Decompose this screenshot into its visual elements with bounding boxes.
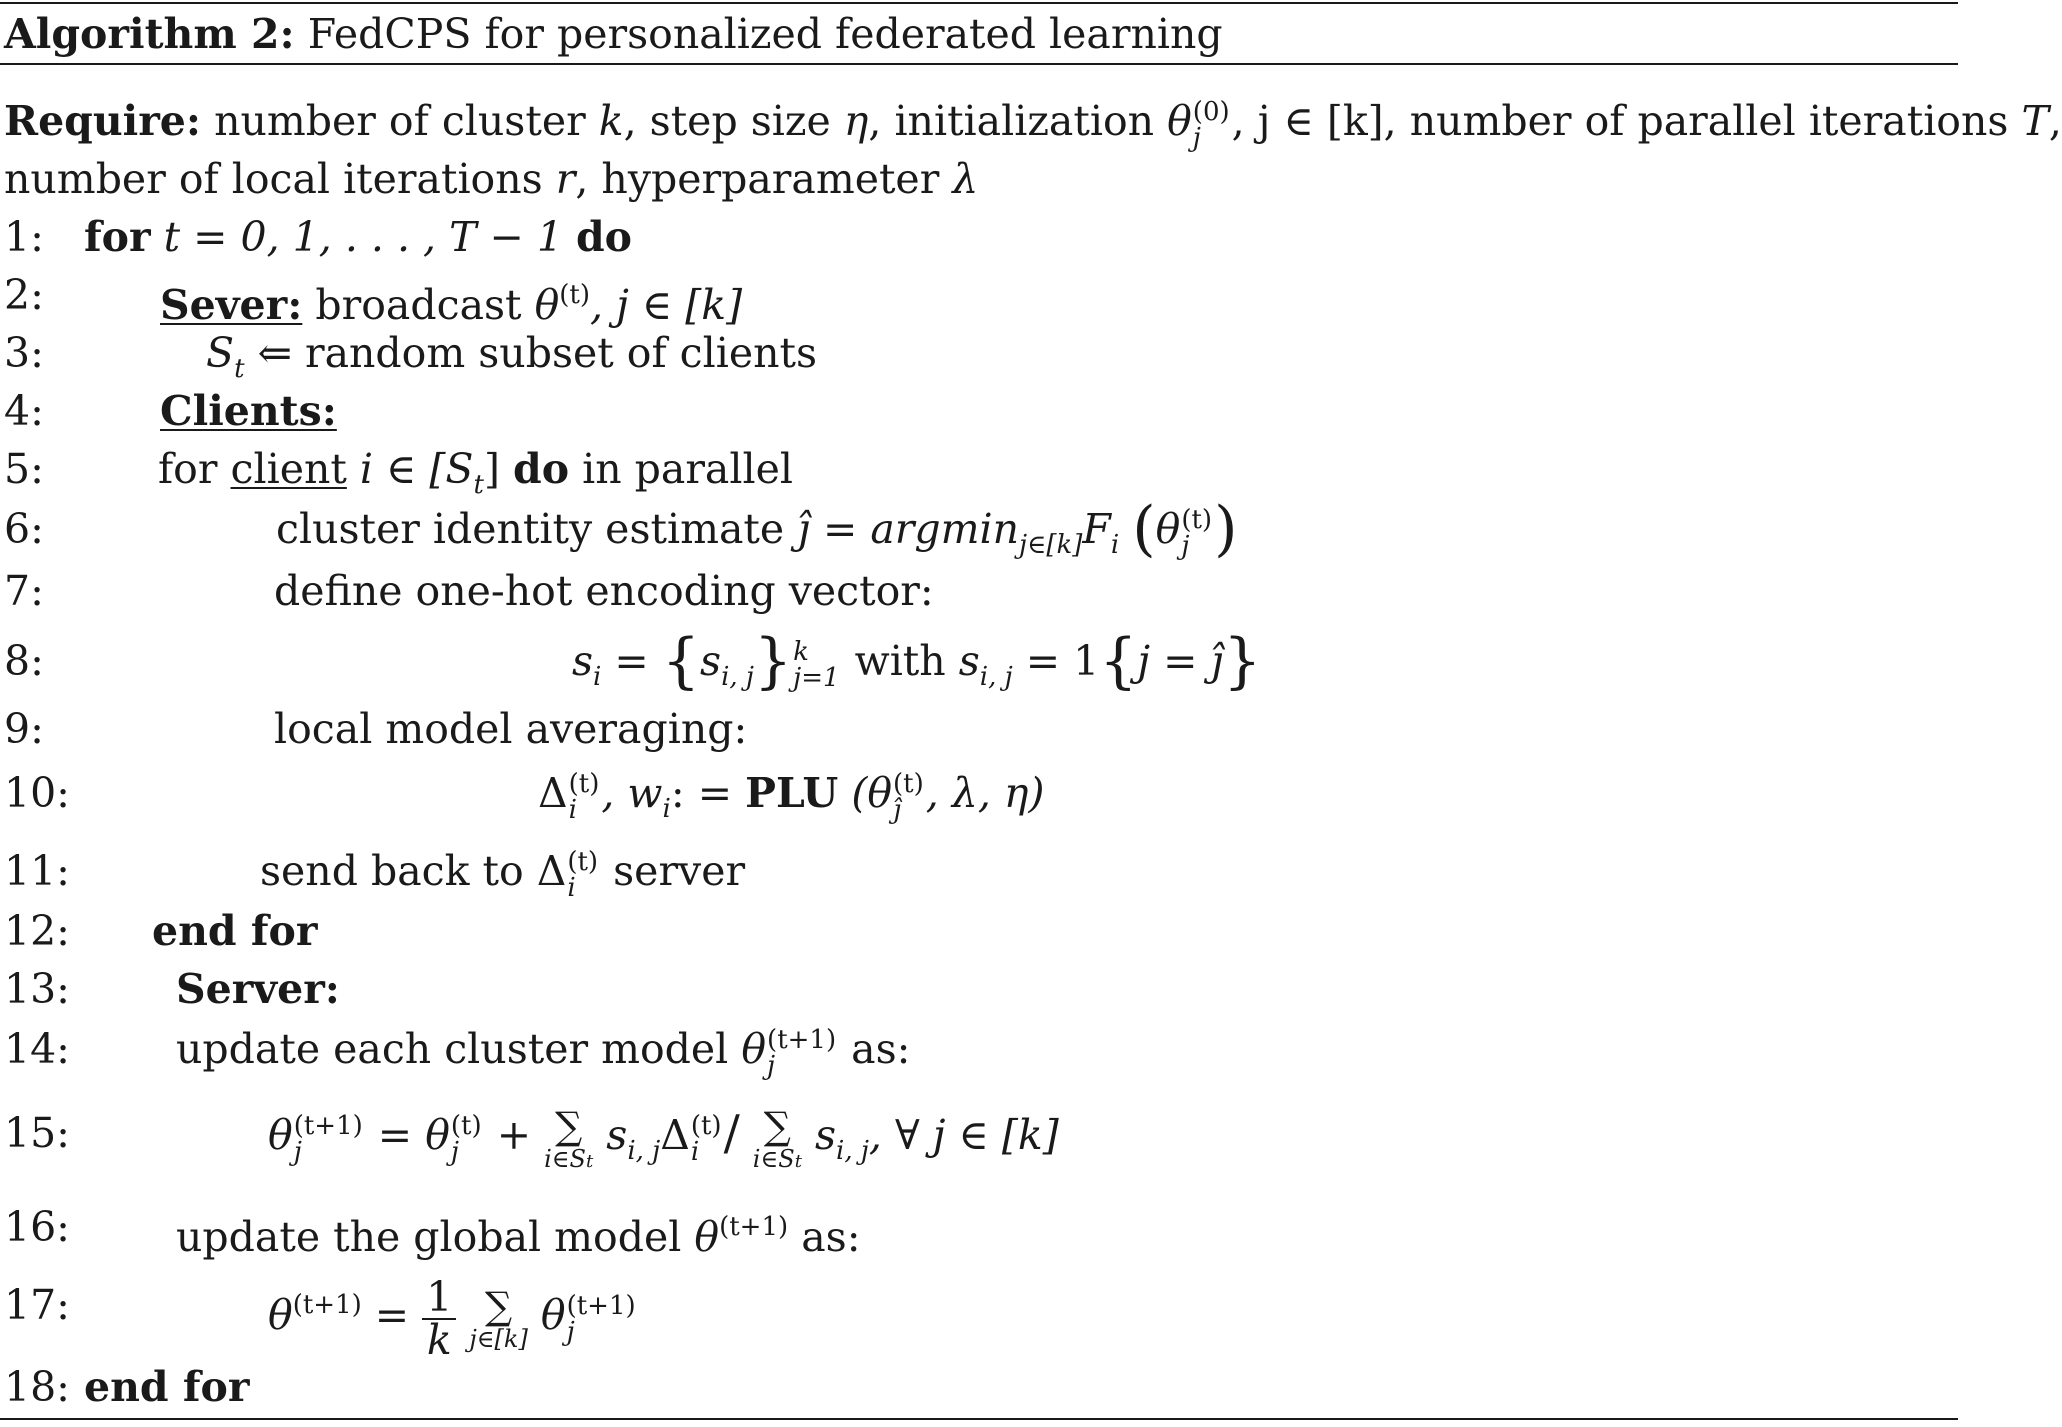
plu-function: PLU <box>745 769 839 817</box>
paren-close: ) <box>1214 494 1238 564</box>
bracket: ] <box>483 445 500 493</box>
var-theta: θ <box>1167 97 1192 145</box>
line-body <box>176 1020 910 1079</box>
superscript: (t+1) <box>719 1212 789 1242</box>
line-body <box>176 1198 861 1266</box>
loop-expr: i ∈ [S <box>359 445 474 493</box>
condition: j = ĵ <box>1137 637 1224 685</box>
line-body <box>268 1104 1059 1180</box>
var-F: F <box>1082 505 1111 553</box>
algorithm-line-2 <box>0 266 1958 329</box>
keyword: end for <box>84 1363 250 1411</box>
algorithm-caption <box>4 6 1223 62</box>
theta-scripts: (t+1) j <box>293 1110 363 1167</box>
theta-scripts: (t+1) j <box>566 1290 636 1347</box>
delta-scripts: (t) i <box>568 768 600 825</box>
theta-scripts: (t) ĵ <box>893 768 924 825</box>
line-number: 4: <box>4 387 44 435</box>
subscript: i <box>593 662 602 692</box>
set-scripts: k j=1 <box>793 636 840 693</box>
line-body <box>160 382 337 440</box>
line-body <box>176 960 340 1018</box>
var-s: s <box>572 637 594 685</box>
line-number: 14: <box>4 1025 70 1073</box>
line-text: as: <box>801 1213 861 1261</box>
operator: : = <box>670 769 733 817</box>
line-body <box>152 902 317 960</box>
line-body: local model averaging: <box>274 705 748 753</box>
quantifier: , ∀ j ∈ [k] <box>868 1111 1059 1159</box>
line-text: with <box>854 637 946 685</box>
var-k: k <box>598 97 624 145</box>
var-theta: θ <box>694 1213 720 1261</box>
algorithm-line-5 <box>0 440 1958 498</box>
var-theta: θ <box>268 1111 293 1159</box>
loop-range: t = 0, 1, . . . , T − 1 <box>163 213 563 261</box>
bottom-rule <box>0 1418 1958 1420</box>
var-theta: θ <box>540 1291 566 1339</box>
line-body: define one-hot encoding vector: <box>274 567 934 615</box>
var-theta: θ <box>741 1025 767 1073</box>
require-text: , j ∈ [k], number of parallel iterations <box>1231 97 2009 145</box>
line-body <box>84 208 632 266</box>
algorithm-line-6 <box>0 494 1958 564</box>
line-body <box>84 1358 249 1416</box>
var-theta: (θ <box>851 769 893 817</box>
operator: = <box>614 637 649 685</box>
line-number: 3: <box>4 329 44 377</box>
brace-open: { <box>1099 626 1138 696</box>
var-lambda: λ <box>952 155 979 203</box>
keyword: do <box>513 445 570 493</box>
subscript: i, j <box>979 662 1013 692</box>
operator: = <box>374 1291 410 1339</box>
var-eta: η <box>843 97 869 145</box>
line-number: 10: <box>4 769 70 817</box>
operator: = <box>377 1111 413 1159</box>
line-number: 2: <box>4 271 44 319</box>
header-rule <box>0 63 1958 65</box>
sum-operator: ∑ i∈St <box>752 1103 802 1173</box>
line-text: for <box>158 445 218 493</box>
algorithm-line-7 <box>0 562 1958 620</box>
brace-open: { <box>661 626 701 696</box>
top-rule <box>0 2 1958 4</box>
brace-close: } <box>753 626 793 696</box>
theta-scripts: (0) j <box>1192 96 1230 153</box>
line-text: ⇐ random subset of clients <box>257 329 818 377</box>
subscript: i <box>1110 530 1120 560</box>
algorithm-line-18 <box>0 1358 1958 1416</box>
fraction: $\frac{1}{k}$ <box>422 1277 456 1361</box>
var-theta: θ <box>1155 505 1181 553</box>
line-number: 1: <box>4 213 44 261</box>
var-s: s <box>958 637 980 685</box>
require-text: number of local iterations <box>4 155 543 203</box>
line-number: 15: <box>4 1109 70 1157</box>
line-body <box>538 764 1044 838</box>
algorithm-line-8 <box>0 626 1958 696</box>
var-delta: Δ <box>660 1111 690 1159</box>
algorithm-label: Algorithm 2: <box>4 10 295 58</box>
line-number: 6: <box>4 505 44 553</box>
require-label: Require: <box>4 97 202 145</box>
line-text: broadcast <box>315 281 522 329</box>
algorithm-line-14 <box>0 1020 1958 1081</box>
var-s: s <box>814 1111 837 1159</box>
line-number: 12: <box>4 907 70 955</box>
client-word: client <box>230 445 347 493</box>
line-text: send back to <box>260 847 524 895</box>
line-number: 7: <box>4 567 44 615</box>
line-text: server <box>613 847 746 895</box>
line-number: 5: <box>4 445 44 493</box>
require-text: , initialization <box>868 97 1155 145</box>
var-s: s <box>606 1111 628 1159</box>
line-text: update the global model <box>176 1213 682 1261</box>
algorithm-line-3 <box>0 324 1958 382</box>
subscript: i <box>662 794 671 824</box>
sum-operator: ∑ j∈[k] <box>469 1283 528 1353</box>
line-text: update each cluster model <box>176 1025 729 1073</box>
var-s: s <box>700 637 722 685</box>
line-number: 13: <box>4 965 70 1013</box>
algorithm-line-10 <box>0 764 1958 825</box>
operator: + <box>496 1111 532 1159</box>
algorithm-line-12 <box>0 902 1958 960</box>
delta-scripts: (t) i <box>567 846 599 903</box>
section-label: Clients: <box>160 387 337 435</box>
line-number: 18: <box>4 1363 70 1411</box>
brace-close: } <box>1223 626 1262 696</box>
line-body <box>260 842 745 901</box>
argmin: argmin <box>870 505 1020 553</box>
line-body <box>572 626 1262 706</box>
algorithm-line-9 <box>0 700 1958 758</box>
subscript: t <box>234 354 245 384</box>
var-theta: θ <box>268 1291 293 1339</box>
subscript: i, j <box>836 1136 869 1166</box>
section-label: Server: <box>176 965 340 1013</box>
paren-open: ( <box>1132 494 1156 564</box>
line-number: 9: <box>4 705 44 753</box>
require-text: , <box>2048 97 2062 145</box>
require-line-2 <box>4 150 1944 208</box>
line-number: 8: <box>4 637 44 685</box>
algorithm-line-15 <box>0 1104 1958 1174</box>
algorithm-line-4 <box>0 382 1958 440</box>
algorithm-line-13 <box>0 960 1958 1018</box>
line-number: 11: <box>4 847 70 895</box>
theta-scripts: (t) j <box>450 1110 482 1167</box>
require-text: number of cluster <box>214 97 586 145</box>
line-text: as: <box>851 1025 911 1073</box>
section-label: Sever: <box>160 281 303 329</box>
var-theta: θ <box>534 281 560 329</box>
var-delta: Δ <box>538 769 568 817</box>
line-body <box>268 1272 638 1364</box>
operator: / <box>723 1105 740 1161</box>
subscript: j∈[k] <box>1019 530 1083 560</box>
subscript: i, j <box>627 1136 661 1166</box>
keyword: for <box>84 213 151 261</box>
require-text: , hyperparameter <box>575 155 940 203</box>
var-T: T <box>2021 97 2049 145</box>
subscript: t <box>473 470 484 500</box>
var-theta: θ <box>425 1111 450 1159</box>
superscript: (t+1) <box>292 1290 362 1320</box>
algorithm-line-11 <box>0 842 1958 903</box>
var-jhat: ĵ <box>797 505 810 553</box>
operator: = <box>822 505 858 553</box>
line-text: in parallel <box>582 445 793 493</box>
var-r: r <box>555 155 576 203</box>
line-text: , j ∈ [k] <box>590 281 743 329</box>
sum-operator: ∑ i∈St <box>544 1103 594 1173</box>
subscript: i, j <box>721 662 754 692</box>
algorithm-line-16 <box>0 1198 1958 1261</box>
algorithm-line-17 <box>0 1272 1958 1364</box>
keyword: end for <box>152 907 318 955</box>
line-number: 16: <box>4 1203 70 1251</box>
superscript: (t) <box>559 280 591 310</box>
delta-scripts: (t) i <box>690 1110 722 1167</box>
theta-scripts: (t+1) j <box>767 1024 837 1081</box>
line-text: cluster identity estimate <box>276 505 785 553</box>
algorithm-title: FedCPS for personalized federated learning <box>307 10 1223 58</box>
algorithm-line-1 <box>0 208 1958 266</box>
var-S: S <box>206 329 235 377</box>
require-text: , step size <box>623 97 831 145</box>
var-delta: Δ <box>536 847 567 895</box>
require-line-1 <box>4 92 2062 153</box>
line-number: 17: <box>4 1281 70 1329</box>
keyword: do <box>576 213 633 261</box>
operator: = 1 <box>1025 637 1100 685</box>
arguments: , λ, η) <box>925 769 1045 817</box>
var-w: , w <box>601 769 663 817</box>
theta-scripts: (t) j <box>1181 504 1213 561</box>
